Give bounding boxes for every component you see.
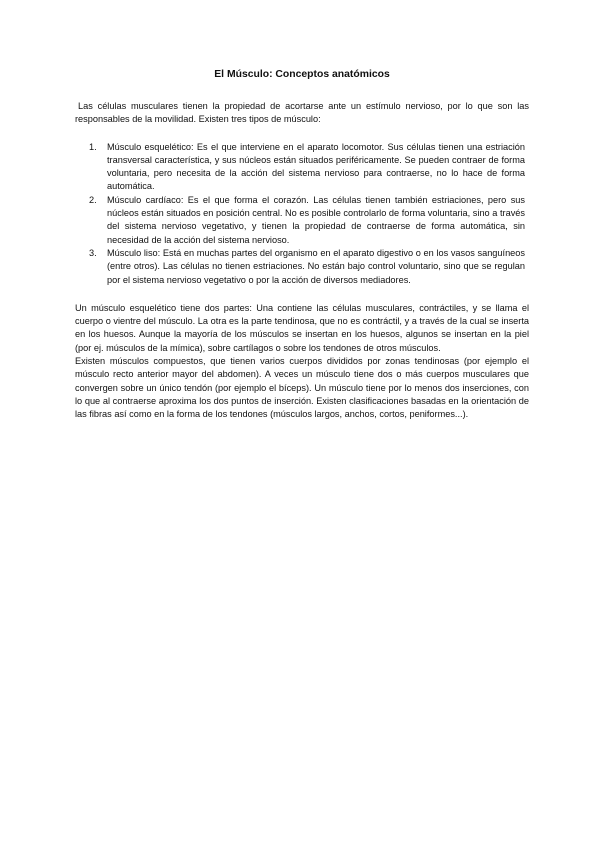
body-paragraph: Un músculo esquelético tiene dos partes: Una contiene las células musculares, contráctiles, y se llama el cuerpo o vientre del músculo. La otra es la parte tendinosa, que no es contráctil, y a través de la cual se inserta en los huesos. Aunque la mayoría de los músculos se insertan en los huesos, algunos se insertan en la piel (por ej. músculos de la mímica), sobre cartílagos o sobre los tendones de otros músculos.	[75, 302, 529, 353]
intro-paragraph: Las células musculares tienen la propiedad de acortarse ante un estímulo nervioso, por lo que son las responsables de la movilidad. Existen tres tipos de músculo:	[75, 101, 529, 125]
list-item-text: Músculo esquelético: Es el que interviene en el aparato locomotor. Sus células tienen una estriación transversal característica, y sus núcleos están situados periféricamente. Se pueden contraer de forma voluntaria, pero necesita de la acción del sistema nervioso para contraerse, no lo hace de forma automática.	[107, 141, 525, 192]
list-item	[75, 247, 529, 287]
document-title: El Músculo: Conceptos anatómicos	[214, 69, 390, 80]
document-page	[75, 68, 529, 422]
list-item-text: Músculo cardíaco: Es el que forma el corazón. Las células tienen también estriaciones, pero sus núcleos están situados en posición central. No es posible controlarlo de forma voluntaria, sino a través del sistema nervioso vegetativo, y tienen la propiedad de contraerse de forma automática, sin necesidad de la acción del sistema nervioso.	[107, 194, 525, 245]
list-item	[75, 141, 529, 194]
list-item	[75, 194, 529, 247]
body-paragraph: Existen músculos compuestos, que tienen varios cuerpos divididos por zonas tendinosas (por ejemplo el músculo recto anterior mayor del abdomen). A veces un músculo tiene dos o más cuerpos musculares que convergen sobre un único tendón (por ejemplo el bíceps). Un músculo tiene por lo menos dos inserciones, con lo que al contraerse aproxima los dos puntos de inserción. Existen clasificaciones basadas en la orientación de las fibras así como en la forma de los tendones (músculos largos, anchos, cortos, peniformes...).	[75, 356, 529, 420]
muscle-types-list	[75, 141, 529, 287]
list-number: 3.	[89, 247, 97, 258]
list-number: 1.	[89, 141, 97, 152]
list-number: 2.	[89, 194, 97, 205]
list-item-text: Músculo liso: Está en muchas partes del organismo en el aparato digestivo o en los vasos sanguíneos (entre otros). Las células no tienen estriaciones. No están bajo control voluntario, sino que se regulan por el sistema nervioso vegetativo o por la acción de diversos mediadores.	[107, 247, 525, 285]
